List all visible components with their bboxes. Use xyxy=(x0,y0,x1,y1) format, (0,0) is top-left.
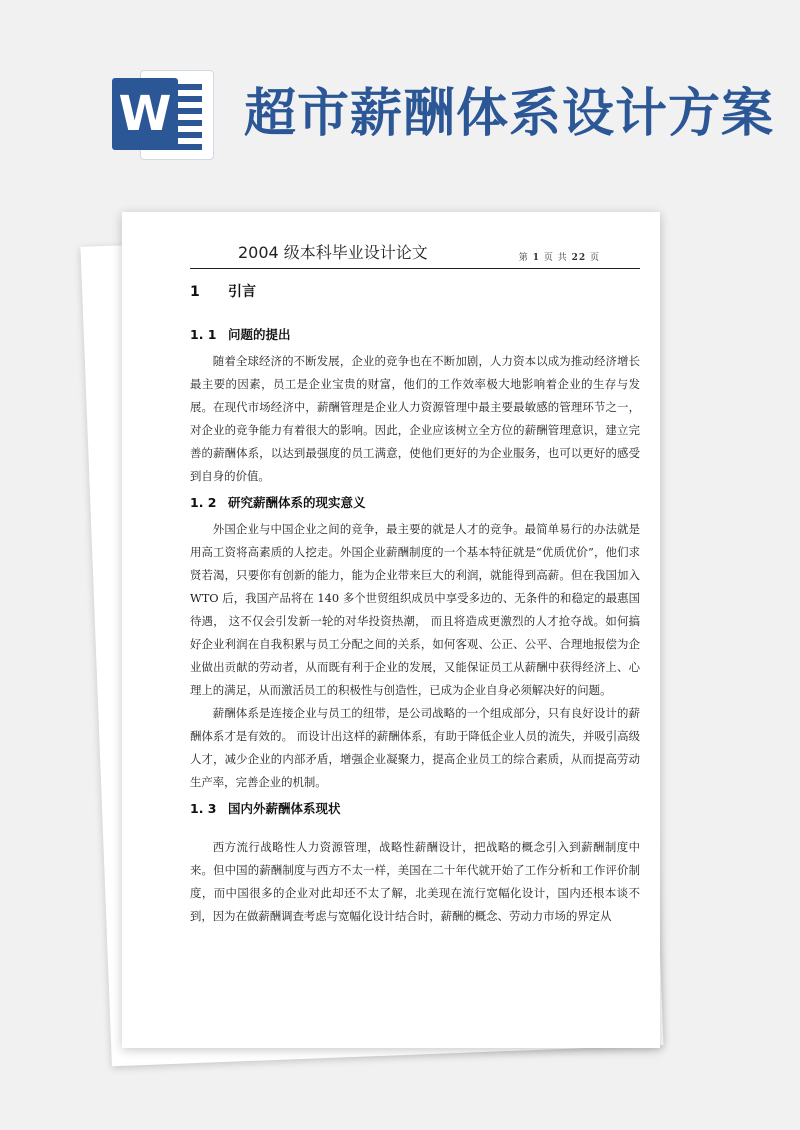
section-heading-1-2 xyxy=(190,492,640,514)
document-page xyxy=(122,212,660,1048)
thesis-title: 2004 级本科毕业设计论文 xyxy=(238,243,428,262)
paragraph: 西方流行战略性人力资源管理，战略性薪酬设计，把战略的概念引入到薪酬制度中来。但中国的薪酬制度与西方不太一样，美国在二十年代就开始了工作分析和工作评价制度，而中国很多的企业对此却还不太了解，北美现在流行宽幅化设计，国内还根本谈不到，因为在做薪酬调查考虑与宽幅化设计结合时，薪酬的概念、劳动力市场的界定从 xyxy=(190,840,640,923)
banner xyxy=(0,0,800,190)
word-document-icon xyxy=(112,70,212,158)
page-total: 22 xyxy=(571,253,587,263)
page-middle: 页 共 xyxy=(543,253,568,263)
paragraph: 薪酬体系是连接企业与员工的纽带，是公司战略的一个组成部分，只有良好设计的薪酬体系才是有效的。 而设计出这样的薪酬体系，有助于降低企业人员的流失，并吸引高级人才，减少企业的内部矛盾，增强企业凝聚力，提高企业员工的综合素质，从而提高劳动生产率，完善企业的机制。 xyxy=(190,706,640,789)
section-heading-1 xyxy=(190,282,640,302)
section-title: 国内外薪酬体系现状 xyxy=(228,801,341,816)
section-heading-1-1 xyxy=(190,324,640,346)
section-title: 问题的提出 xyxy=(228,327,291,342)
paragraph: 外国企业与中国企业之间的竞争，最主要的就是人才的竞争。最简单易行的办法就是用高工资将高素质的人挖走。外国企业薪酬制度的一个基本特征就是“优质优价”，他们求贤若渴，只要你有创新的能力，能为企业带来巨大的利润，就能得到高薪。但在我国加入 WTO 后，我国产品将在 140 多个世贸组织成员中享受多边的、无条件的和稳定的最惠国待遇， 这不仅会引发新一轮的对华投资热潮， 而且将造成更激烈的人才抢夺战。如何搞好企业利润在自我积累与员工分配之间的关系，如何客观、公正、公平、合理地报偿为企业做出贡献的劳动者，从而既有利于企业的发展，又能保证员工从薪酬中获得经济上、心理上的满足，从而激活员工的积极性与创造性，已成为企业自身必须解决好的问题。 xyxy=(190,522,640,697)
section-number: 1. 2 xyxy=(190,495,217,510)
section-title: 研究薪酬体系的现实意义 xyxy=(228,495,366,510)
logo-letter: W xyxy=(112,78,178,150)
page-prefix: 第 xyxy=(518,253,529,263)
page-suffix: 页 xyxy=(589,253,600,263)
section-heading-1-3 xyxy=(190,798,640,820)
section-title: 引言 xyxy=(228,284,256,300)
page-content xyxy=(190,282,640,928)
section-number: 1 xyxy=(190,284,200,300)
paragraph: 随着全球经济的不断发展，企业的竞争也在不断加剧，人力资本以成为推动经济增长最主要的因素，员工是企业宝贵的财富，他们的工作效率极大地影响着企业的生存与发展。在现代市场经济中，薪酬管理是企业人力资源管理中最主要最敏感的管理环节之一，对企业的竞争能力有着很大的影响。因此，企业应该树立全方位的薪酬管理意识，建立完善的薪酬体系，以达到最强度的员工满意，使他们更好的为企业服务，也可以更好的感受到自身的价值。 xyxy=(190,354,640,483)
banner-title: 超市薪酬体系设计方案 xyxy=(244,84,775,144)
running-header xyxy=(190,238,640,269)
section-number: 1. 3 xyxy=(190,801,217,816)
section-number: 1. 1 xyxy=(190,327,217,342)
page-current: 1 xyxy=(532,253,540,263)
page-number xyxy=(519,250,600,263)
